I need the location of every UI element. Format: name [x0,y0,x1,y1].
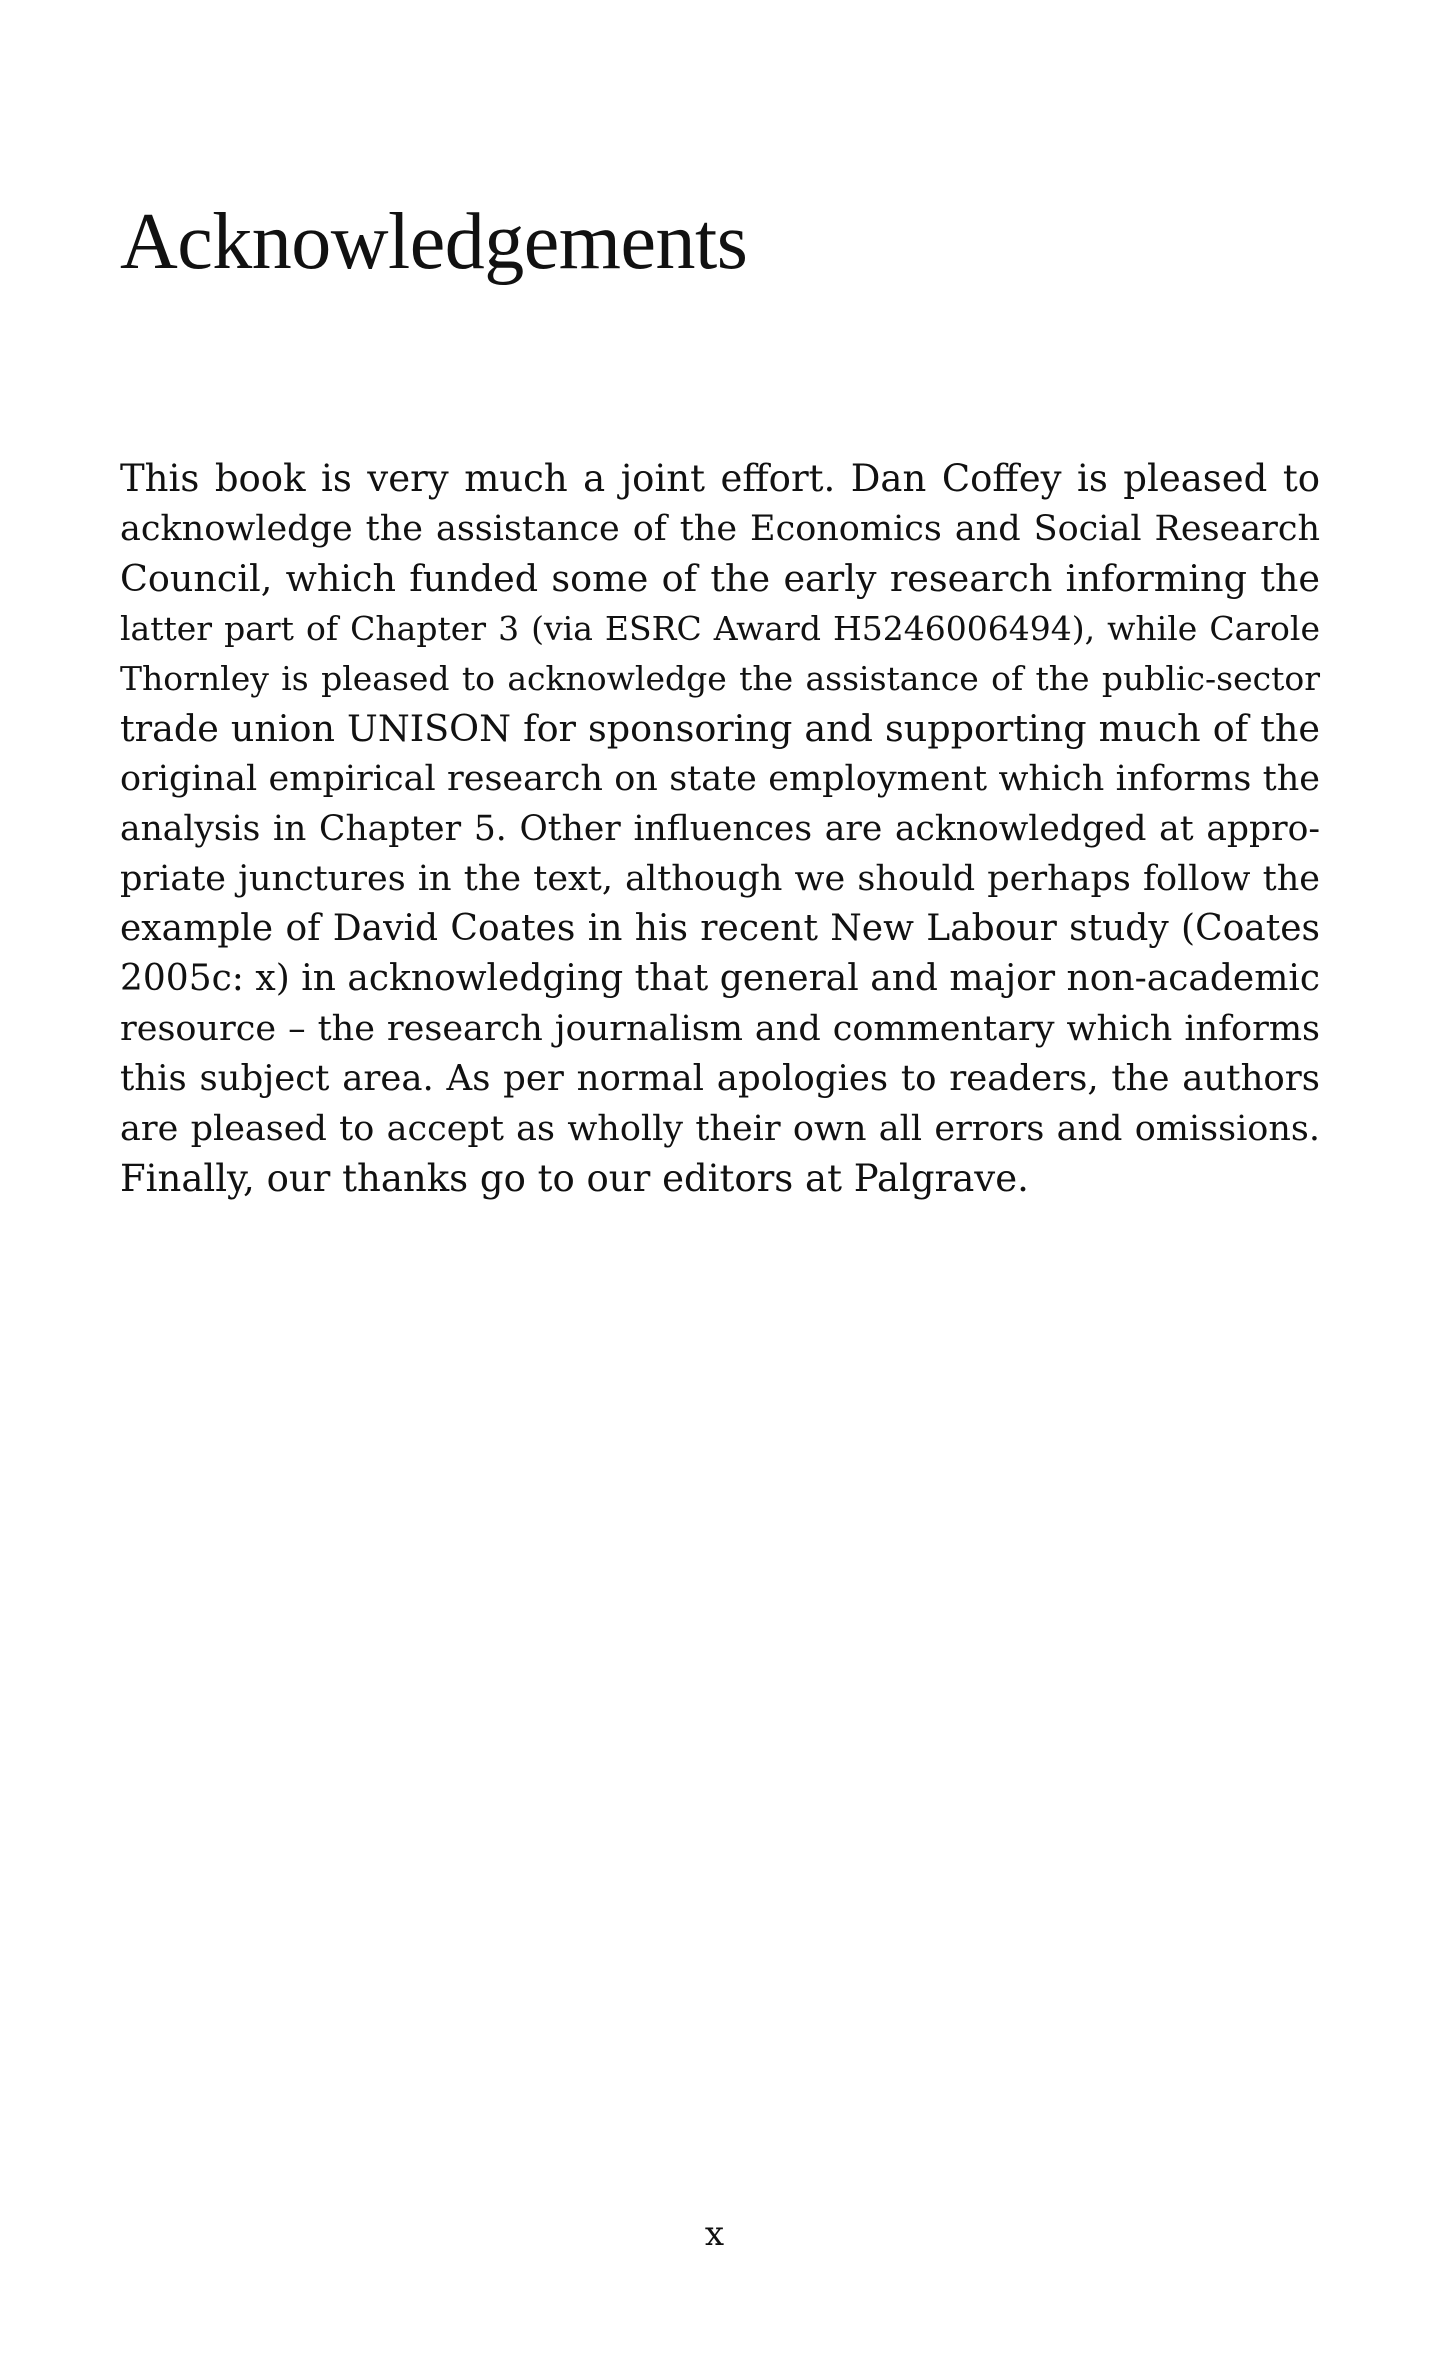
paragraph-line: Council, which funded some of the early research informing the [120,557,1320,600]
paragraph-line: this subject area. As per normal apologies to readers, the authors [120,1058,1320,1099]
paragraph-line: original empirical research on state employment which informs the [120,759,1320,799]
paragraph-line: acknowledge the assistance of the Economics and Social Research [120,509,1320,549]
paragraph-line: example of David Coates in his recent New Labour study (Coates [120,908,1320,949]
paragraph-line: Finally, our thanks go to our editors at Palgrave. [120,1157,1029,1200]
page-number: x [704,2214,725,2254]
paragraph-line: are pleased to accept as wholly their own all errors and omissions. [120,1109,1320,1149]
paragraph-line: trade union UNISON for sponsoring and supporting much of the [120,707,1320,750]
paragraph-line: This book is very much a joint effort. Dan Coffey is pleased to [120,457,1320,500]
paragraph-line: priate junctures in the text, although we should perhaps follow the [120,859,1320,899]
paragraph-line: latter part of Chapter 3 (via ESRC Award H5246006494), while Carole [120,609,1320,648]
acknowledgements-paragraph [120,454,1320,1204]
paragraph-line: Thornley is pleased to acknowledge the assistance of the public-sector [120,659,1320,698]
paragraph-line: resource – the research journalism and commentary which informs [120,1009,1320,1049]
page-title: Acknowledgements [120,198,748,286]
paragraph-line: 2005c: x) in acknowledging that general and major non-academic [120,958,1320,999]
paragraph-line: analysis in Chapter 5. Other influences are acknowledged at appro- [120,809,1320,849]
